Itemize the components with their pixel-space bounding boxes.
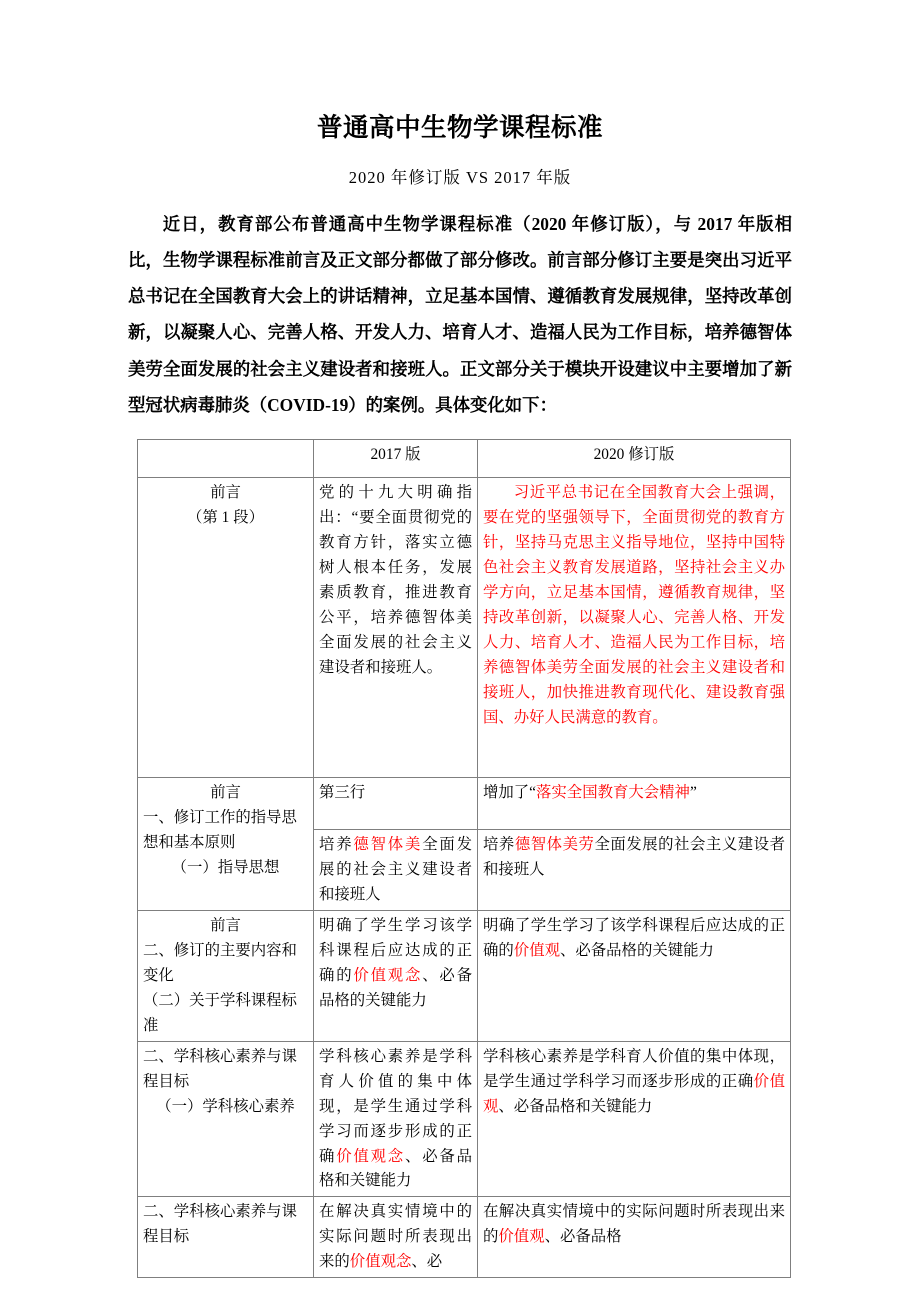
row3-category-line-1: 二、修订的主要内容和 xyxy=(143,941,297,959)
row3-category-line-3: （二）关于学科课程标 xyxy=(143,991,297,1009)
row3-2017-highlight: 价值观念 xyxy=(353,966,423,984)
row2-category-title: 前言 xyxy=(210,784,241,802)
page-title: 普通高中生物学课程标准 xyxy=(316,113,603,142)
table-row xyxy=(138,778,791,830)
row5-category-line-1: 二、学科核心素养与课 xyxy=(143,1203,297,1221)
comparison-table xyxy=(137,439,791,1278)
row4-2020-text xyxy=(478,1041,791,1197)
row4-category xyxy=(138,1041,314,1197)
row3-2017-text xyxy=(314,910,478,1041)
table-row xyxy=(138,910,791,1041)
row2b-2017-post: 全面发展的社会主义建设者和接班人 xyxy=(319,836,472,903)
row2-category-line-3: （一）指导思想 xyxy=(171,858,280,876)
row4-category-line-2: 程目标 xyxy=(143,1072,190,1090)
table-row xyxy=(138,478,791,778)
row2b-2017-pre: 培养 xyxy=(319,836,354,854)
row2b-2017-highlight: 德智体美 xyxy=(353,836,423,854)
row4-category-line-1: 二、学科核心素养与课 xyxy=(143,1047,297,1065)
row4-2020-post: 、必备品格和关键能力 xyxy=(498,1097,653,1115)
row2-category-line-1: 一、修订工作的指导思 xyxy=(143,809,297,827)
table-row xyxy=(138,1041,791,1197)
row1-2020-paragraph: 习近平总书记在全国教育大会上强调，要在党的坚强领导下，全面贯彻党的教育方针，坚持马克思主义指导地位，坚持中国特色社会主义教育发展道路，坚持社会主义办学方向，立足基本国情，遵循教育规律，坚持改革创新，以凝聚人心、完善人格、开发人力、培育人才、造福人民为工作目标，培养德智体美劳全面发展的社会主义建设者和接班人，加快推进教育现代化、建设教育强国、办好人民满意的教育。 xyxy=(483,484,785,726)
row2a-2020-suffix: ” xyxy=(689,784,697,802)
row5-2017-text xyxy=(314,1197,478,1278)
row1-category-line: （第 1 段） xyxy=(187,509,264,527)
header-2020: 2020 修订版 xyxy=(478,440,791,478)
row1-category xyxy=(138,478,314,778)
row3-category-line-2: 变化 xyxy=(143,966,174,984)
header-category xyxy=(138,440,314,478)
row3-2017-post: 、必备品格的关键能力 xyxy=(319,966,472,1009)
row5-2020-text xyxy=(478,1197,791,1278)
row5-2020-highlight: 价值观 xyxy=(498,1228,545,1246)
row4-2020-pre: 学科核心素养是学科育人价值的集中体现，是学生通过学科学习而逐步形成的正确 xyxy=(483,1047,785,1090)
row1-2020-text xyxy=(478,478,791,778)
row4-2020-highlight: 价值观 xyxy=(483,1072,785,1115)
row2a-2017-text: 第三行 xyxy=(314,778,478,830)
row2a-2020-highlight: 落实全国教育大会精神 xyxy=(536,784,690,802)
row2b-2020-post: 全面发展的社会主义建设者和接班人 xyxy=(483,836,785,879)
row1-category-title: 前言 xyxy=(210,484,241,502)
row2a-2020-prefix: 增加了“ xyxy=(483,784,537,802)
row2b-2017-text xyxy=(314,830,478,911)
row5-2017-highlight: 价值观念 xyxy=(349,1253,412,1271)
intro-paragraph: 近日，教育部公布普通高中生物学课程标准（2020 年修订版），与 2017 年版相比，生物学课程标准前言及正文部分都做了部分修改。前言部分修订主要是突出习近平总书记在全国教育大会上的讲话精神，立足基本国情、遵循教育发展规律，坚持改革创新，以凝聚人心、完善人格、开发人力、培育人才、造福人民为工作目标，培养德智体美劳全面发展的社会主义建设者和接班人。正文部分关于模块开设建议中主要增加了新型冠状病毒肺炎（COVID-19）的案例。具体变化如下： xyxy=(128,213,792,415)
page-subtitle: 2020 年修订版 VS 2017 年版 xyxy=(348,167,572,187)
row5-category xyxy=(138,1197,314,1278)
row3-2020-post: 、必备品格的关键能力 xyxy=(559,941,714,959)
row2a-2020-text xyxy=(478,778,791,830)
row4-2017-highlight: 价值观念 xyxy=(336,1147,405,1165)
row3-2020-highlight: 价值观 xyxy=(513,941,560,959)
table-header-row xyxy=(138,440,791,478)
row3-category xyxy=(138,910,314,1041)
row5-2020-pre: 在解决真实情境中的实际问题时所表现出来的 xyxy=(483,1203,785,1246)
row3-2020-text xyxy=(478,910,791,1041)
header-2017: 2017 版 xyxy=(314,440,478,478)
row4-2017-text xyxy=(314,1041,478,1197)
row3-category-title: 前言 xyxy=(210,916,241,934)
row5-category-line-2: 程目标 xyxy=(143,1228,190,1246)
row3-2020-pre: 明确了学生学习了该学科课程后应达成的正确的 xyxy=(483,916,785,959)
row5-2020-post: 、必备品格 xyxy=(544,1228,622,1246)
row4-2017-post: 、必备品格和关键能力 xyxy=(319,1147,472,1190)
row2b-2020-text xyxy=(478,830,791,911)
table-row xyxy=(138,1197,791,1278)
row4-category-line-3: （一）学科核心素养 xyxy=(156,1097,295,1115)
row4-2017-pre: 学科核心素养是学科育人价值的集中体现，是学生通过学科学习而逐步形成的正确 xyxy=(319,1047,472,1165)
row1-2017-text: 党的十九大明确指出：“要全面贯彻党的教育方针，落实立德树人根本任务，发展素质教育，推进教育公平，培养德智体美全面发展的社会主义建设者和接班人。 xyxy=(314,478,478,778)
row2b-2020-highlight: 德智体美劳 xyxy=(514,836,595,854)
row2b-2020-pre: 培养 xyxy=(483,836,515,854)
row3-category-line-4: 准 xyxy=(143,1016,159,1034)
row2-category-line-2: 想和基本原则 xyxy=(143,834,236,851)
row2-category xyxy=(138,778,314,911)
row5-2017-post: 、必 xyxy=(411,1253,443,1271)
row3-2017-pre: 明确了学生学习该学科课程后应达成的正确的 xyxy=(319,916,472,984)
row5-2017-pre: 在解决真实情境中的实际问题时所表现出来的 xyxy=(319,1203,472,1271)
